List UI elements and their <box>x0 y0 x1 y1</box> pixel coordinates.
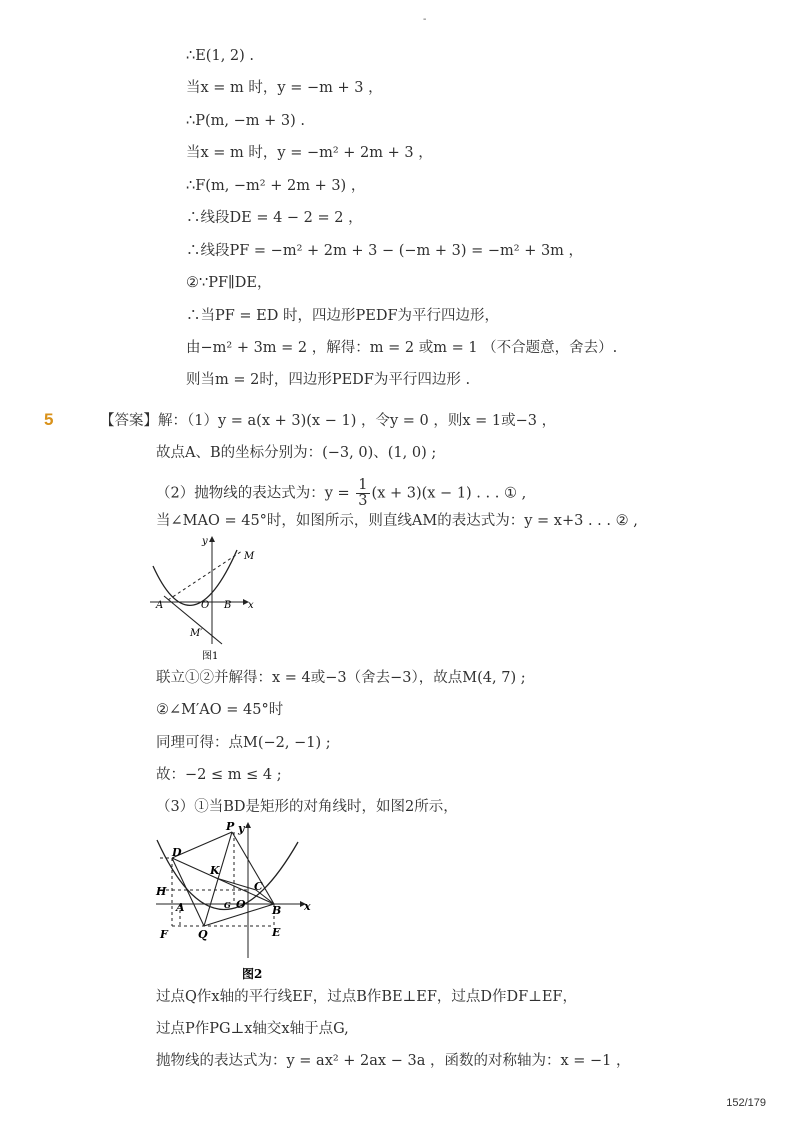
fig1-label-A: A <box>156 600 164 611</box>
fig2-label-O: O <box>236 898 246 911</box>
fig1-label-x: x <box>248 600 254 611</box>
solution-line: 当∠MAO = 45°时，如图所示，则直线AM的表达式为：y = x+3 . . . ② , <box>156 513 638 529</box>
fig2-y-arrow <box>245 822 251 828</box>
fig2-label-P: P <box>226 820 235 833</box>
page-number: 152/179 <box>726 1097 766 1109</box>
fig1-y-arrow <box>209 536 215 542</box>
solution-line: 故点A、B的坐标分别为：(−3, 0)、(1, 0) ; <box>156 445 437 461</box>
fraction-denominator: 3 <box>358 493 368 509</box>
solution-line: ②∠M′AO = 45°时 <box>156 702 284 718</box>
fig1-line-AM <box>168 551 242 600</box>
fig1-label-M: M <box>244 551 255 562</box>
fig2-label-H: H <box>156 885 167 898</box>
fig2-label-A: A <box>176 901 185 914</box>
solution-line: 当x = m 时，y = −m + 3 ， <box>186 80 383 96</box>
solution-line: ∴E(1, 2) . <box>186 48 255 64</box>
fig2-line-DQ <box>172 858 204 926</box>
solution-line: 过点Q作x轴的平行线EF，过点B作BE⊥EF，过点D作DF⊥EF， <box>156 989 577 1005</box>
solution-line: ∴线段PF = −m² + 2m + 3 − (−m + 3) = −m² + 3m ， <box>186 243 584 259</box>
solution-line: ∴F(m, −m² + 2m + 3) ， <box>186 178 366 194</box>
solution-line: 抛物线的表达式为：y = ax² + 2ax − 3a ，函数的对称轴为：x = −1 ， <box>156 1053 631 1069</box>
fig1-caption: 图1 <box>202 651 219 662</box>
fig2-line-KC <box>216 878 256 890</box>
solution-line: ∴P(m, −m + 3) . <box>186 113 305 129</box>
fig2-label-x: x <box>304 900 311 913</box>
solution-line: ∴当PF = ED 时，四边形PEDF为平行四边形， <box>186 308 500 324</box>
fig1-label-B: B <box>224 600 232 611</box>
fig1-label-y: y <box>202 536 208 547</box>
fig2-label-K: K <box>210 864 220 877</box>
expression-prefix: （2）抛物线的表达式为：y = <box>156 485 355 502</box>
fig2-label-B: B <box>272 904 282 917</box>
top-mark: - <box>423 14 427 25</box>
figure-1 <box>150 532 262 662</box>
answer-text: 解：（1）y = a(x + 3)(x − 1) ，令y = 0 ，则x = 1或−3 ， <box>158 413 557 429</box>
solution-line: 联立①②并解得：x = 4或−3（舍去−3），故点M(4, 7) ; <box>156 670 526 686</box>
fig1-label-Mprime: M′ <box>190 628 203 639</box>
expression-tail: (x + 3)(x − 1) . . . ① , <box>371 485 527 502</box>
solution-line: （3）①当BD是矩形的对角线时，如图2所示， <box>156 799 458 815</box>
solution-line: 则当m = 2时，四边形PEDF为平行四边形 . <box>186 372 471 388</box>
fig2-label-C: C <box>254 880 263 893</box>
figure-2 <box>152 818 320 983</box>
answer-first-line <box>100 411 556 431</box>
fig1-label-O: O <box>201 600 210 611</box>
solution-line: 故：−2 ≤ m ≤ 4 ; <box>156 767 282 783</box>
fig2-label-Q: Q <box>198 928 208 941</box>
fig2-label-E: E <box>272 926 281 939</box>
solution-line: 由−m² + 3m = 2 ，解得：m = 2 或m = 1 （不合题意，舍去）. <box>186 340 618 356</box>
solution-line: ②∵PF∥DE， <box>186 275 272 291</box>
fraction-numerator: 1 <box>358 477 368 493</box>
fig2-label-y: y <box>238 822 245 835</box>
fig2-label-G: G <box>224 900 231 910</box>
fraction <box>356 478 369 509</box>
fig2-label-D: D <box>172 846 182 859</box>
fig2-caption: 图2 <box>242 967 263 981</box>
solution-line-fraction <box>156 478 526 509</box>
solution-line: ∴线段DE = 4 − 2 = 2 ， <box>186 210 363 226</box>
answer-tag: 【答案】 <box>100 413 158 429</box>
fig2-line-PB <box>232 832 274 904</box>
solution-line: 当x = m 时，y = −m² + 2m + 3 ， <box>186 145 433 161</box>
solution-line: 同理可得：点M(−2, −1) ; <box>156 735 331 751</box>
solution-line: 过点P作PG⊥x轴交x轴于点G, <box>156 1021 349 1037</box>
fig2-label-F: F <box>160 928 168 941</box>
question-number: 5 <box>44 410 54 429</box>
